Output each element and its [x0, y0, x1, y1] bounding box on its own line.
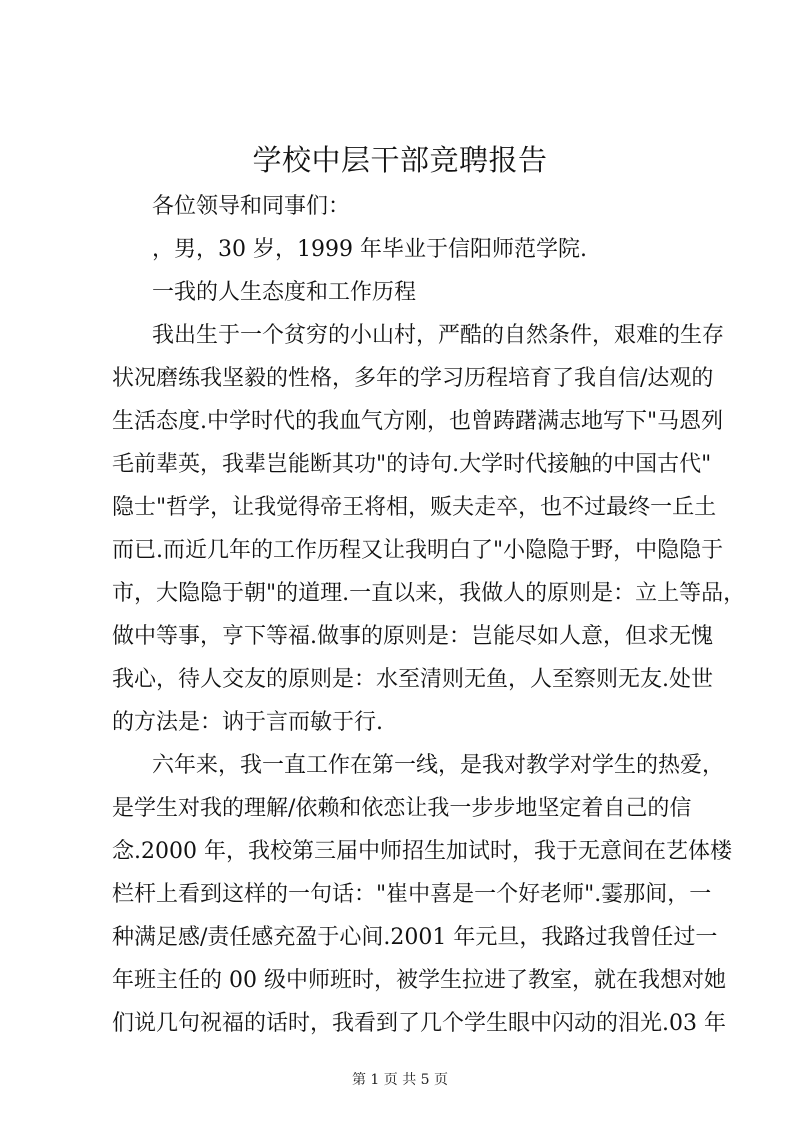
intro-line: ，男，30 岁，1999 年毕业于信阳师范学院.	[152, 237, 587, 262]
paragraph-line: 我出生于一个贫穷的小山村，严酷的自然条件，艰难的生存	[152, 323, 725, 348]
paragraph-line: 念.2000 年，我校第三届中师招生加试时，我于无意间在艺体楼	[112, 839, 732, 864]
paragraph-line: 做中等事，亨下等福.做事的原则是：岂能尽如人意，但求无愧	[112, 624, 713, 649]
paragraph-line: 年班主任的 00 级中师班时，被学生拉进了教室，就在我想对她	[112, 968, 726, 993]
paragraph-line: 栏杆上看到这样的一句话："崔中喜是一个好老师".霎那间，一	[112, 882, 712, 907]
paragraph-line: 种满足感/责任感充盈于心间.2001 年元旦，我路过我曾任过一	[112, 925, 718, 950]
paragraph-line: 我心，待人交友的原则是：水至清则无鱼，人至察则无友.处世	[112, 667, 713, 692]
paragraph-line: 隐士"哲学，让我觉得帝王将相，贩夫走卒，也不过最终一丘土	[112, 495, 717, 520]
section-heading: 一我的人生态度和工作历程	[152, 280, 417, 305]
paragraph-line: 生活态度.中学时代的我血气方刚，也曾踌躇满志地写下"马恩列	[112, 409, 724, 434]
document-title: 学校中层干部竞聘报告	[252, 143, 548, 177]
paragraph-line: 是学生对我的理解/依赖和依恋让我一步步地坚定着自己的信	[112, 796, 692, 821]
page-footer: 第 1 页 共 5 页	[351, 1072, 449, 1088]
paragraph-line: 状况磨练我坚毅的性格，多年的学习历程培育了我自信/达观的	[112, 366, 714, 391]
salutation-line: 各位领导和同事们：	[152, 194, 351, 219]
paragraph-line: 六年来，我一直工作在第一线，是我对教学对学生的热爱，	[152, 753, 725, 778]
paragraph-line: 而已.而近几年的工作历程又让我明白了"小隐隐于野，中隐隐于	[112, 538, 724, 563]
paragraph-line: 们说几句祝福的话时，我看到了几个学生眼中闪动的泪光.03 年	[112, 1011, 726, 1036]
paragraph-line: 毛前辈英，我辈岂能断其功"的诗句.大学时代接触的中国古代"	[112, 452, 712, 477]
paragraph-line: 市，大隐隐于朝"的道理.一直以来，我做人的原则是：立上等品，	[112, 581, 746, 606]
paragraph-line: 的方法是：讷于言而敏于行.	[112, 710, 383, 735]
